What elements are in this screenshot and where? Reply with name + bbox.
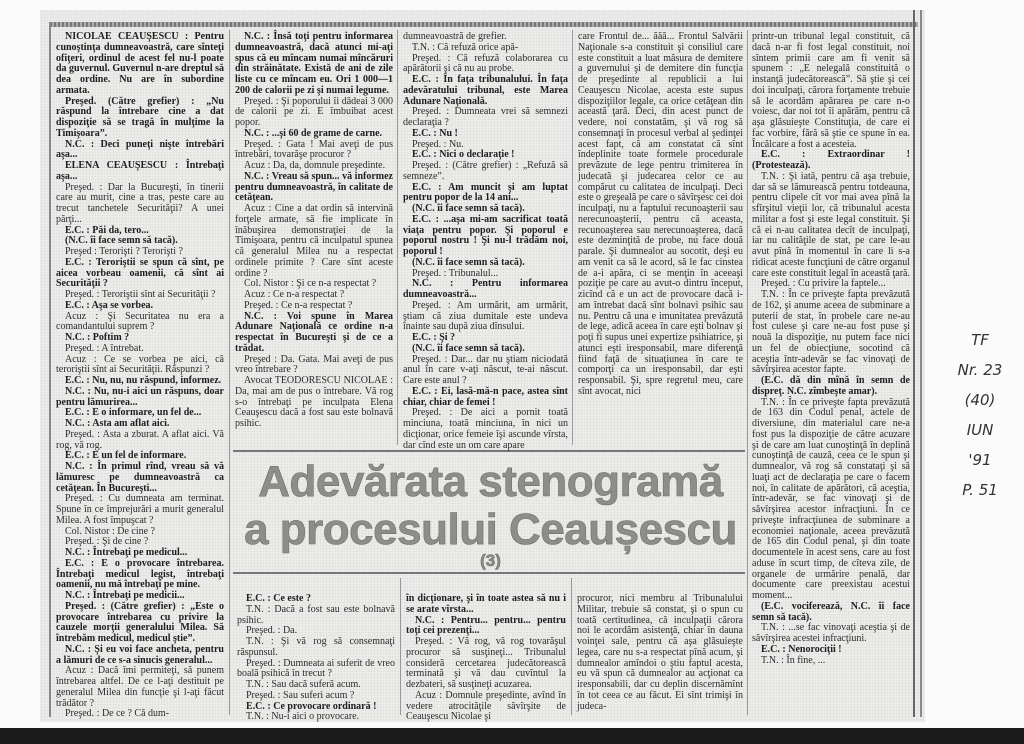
transcript-paragraph: ELENA CEAUŞESCU : Întrebaţi aşa... bbox=[56, 160, 224, 182]
transcript-paragraph: T.N. : Dacă a fost sau este bolnavă psihic. bbox=[237, 603, 395, 626]
handwritten-line: '91 bbox=[968, 451, 992, 469]
article-column-2 bbox=[235, 32, 393, 442]
transcript-paragraph: Preşed. : Dumneata ai suferit de vreo boală psihică în trecut ? bbox=[237, 657, 395, 680]
transcript-paragraph: în dicţionare, şi în toate astea să nu i se arate vîrsta... bbox=[406, 593, 566, 615]
transcript-paragraph: Preşed. : De ce ? Că dum- bbox=[65, 708, 170, 720]
transcript-paragraph: E.C. : În faţa tribunalului. În faţa adevăratului tribunal, este Marea Adunare Naţională. bbox=[403, 74, 568, 107]
left-border-rule bbox=[49, 22, 51, 717]
column-divider bbox=[571, 578, 572, 715]
transcript-paragraph: Preşed. : Ce n-a respectat ? bbox=[244, 299, 353, 311]
transcript-paragraph: N.C. : Poftim ? bbox=[65, 332, 130, 343]
transcript-paragraph: N.C. : Întrebaţi pe medicul... bbox=[65, 547, 188, 558]
transcript-paragraph: Avocat TEODORESCU NICOLAE : Da, mai am de pus o întrebare. Vă rog s-o întrebaţi pe inculpata Elena Ceauşescu dacă a fost sau este bolnavă psihic. bbox=[235, 375, 393, 429]
transcript-paragraph: T.N. : În ce priveşte fapta prevăzută de 162, şi anume aceea de subminare a puterii de stat, în probele care ne-au fost culese şi care ne-au fost puse şi nouă la dispoziţie, nu putem face nici un fel de obiecţiune, socotind că aceştia într-adevăr se fac vinovaţi de săvîrşirea acestor fapte. bbox=[752, 289, 910, 376]
transcript-paragraph: E.C. : Nenorociţii ! bbox=[761, 643, 842, 655]
transcript-paragraph: Preşed. : De aici a pornit toată minciuna, toată minciuna, în nici un dicţionar, orice femeie îşi ascunde vîrsta, dar cînd este un om care apare bbox=[403, 407, 568, 451]
transcript-paragraph: Preşed. : Şi poporului îi dădeai 3 000 de calorii pe zi. E îmbuibat acest popor. bbox=[235, 95, 393, 128]
transcript-paragraph: (N.C. îi face semn să tacă). bbox=[412, 203, 525, 214]
transcript-paragraph: E.C. : Nici o declaraţie ! bbox=[412, 149, 515, 161]
transcript-paragraph: N.C. : În primul rînd, vreau să vă lămuresc pe dumneavoastră ca cetăţean. În Bucureşti... bbox=[56, 461, 224, 494]
handwritten-line: P. 51 bbox=[962, 481, 998, 499]
transcript-paragraph: E.C. : E o informare, un fel de... bbox=[65, 407, 202, 419]
transcript-paragraph: N.C. : Nu, nu-i aici un răspuns, doar pentru lămurirea... bbox=[56, 385, 224, 408]
handwritten-line: Nr. 23 bbox=[957, 361, 1003, 379]
column-divider bbox=[229, 30, 230, 715]
transcript-paragraph: T.N. : ...se fac vinovaţi aceştia şi de săvîrşirea acestei infracţiuni. bbox=[752, 622, 910, 644]
transcript-paragraph: T.N. : Sau dacă suferă acum. bbox=[246, 679, 361, 690]
transcript-paragraph: T.N. : Nu-i aici o provocare. bbox=[246, 711, 360, 723]
transcript-paragraph: N.C. : Pentru informarea dumneavoastră... bbox=[403, 278, 568, 300]
right-border-rule bbox=[913, 10, 922, 717]
transcript-paragraph: Acuz : Da, da, domnule preşedinte. bbox=[244, 160, 386, 171]
transcript-paragraph: N.C. : Vreau să spun... vă informez pentru dumneavoastră, în calitate de cetăţean. bbox=[235, 170, 393, 204]
transcript-paragraph: Preşed : Da. Gata. Mai aveţi de pus vreo întrebare ? bbox=[235, 353, 393, 376]
article-column-bottom-3 bbox=[577, 594, 743, 715]
column-divider bbox=[397, 30, 398, 445]
transcript-paragraph: (E.C. vociferează, N.C. îi face semn să tacă). bbox=[752, 600, 910, 623]
transcript-paragraph: printr-un tribunal legal constituit, că dacă n-ar fi fost legal constituit, noi sîntem primii care am fi venit să spunem : „E nelegală constituită o instanţă judecătorească”. Să ştie şi cei doi inculpaţi, cărora forţamente trebuie să le acordăm apărarea pe care n-o voiesc, dar noi tot îi apărăm, pentru că aşa glăsuieşte Constituţia, de care ei fac vorbire, fără să ştie ce spune în ea. Încălcare a fost a acesteia. bbox=[752, 31, 910, 150]
transcript-paragraph: Preşed. : Dar la Bucureşti, în tinerii care au murit, cine a tras, peste care au trecut tanchetele Securităţii? A unei părţi... bbox=[56, 181, 224, 225]
transcript-paragraph: dumneavoastră de grefier. bbox=[403, 31, 507, 42]
transcript-paragraph: T.N. : Şi iată, pentru că aşa trebuie, dar să se lămurească pentru totdeauna, pentru clipele cît vor mai avea pînă la sfîrşitul vieţii lor, că tribunalul acesta militar a fost şi este legal constituit. Şi că ei n-au calitatea decît de inculpaţi, iar nu calităţile de stat, pe care le-au avut pînă în momentul în care li s-a ridicat aceste funcţiuni de către organul care este constituit legal în această ţară. bbox=[752, 170, 910, 279]
transcript-paragraph: Preşed. : Cu privire la faptele... bbox=[761, 278, 886, 290]
transcript-paragraph: N.C. : Asta am aflat aici. bbox=[65, 418, 170, 429]
transcript-paragraph: Preşed. : Sau suferi acum ? bbox=[246, 689, 355, 701]
transcript-paragraph: N.C. : Şi eu voi face ancheta, pentru a lămuri de ce s-a sinucis generalul... bbox=[56, 643, 224, 666]
transcript-paragraph: Preşed. (Către grefier) : „Nu răspund la întrebare cine a dat dispoziţie să se tragă în mulţime la Timişoara”. bbox=[56, 95, 224, 139]
transcript-paragraph: care Frontul de... ăăă... Frontul Salvării Naţionale s-a constituit şi consiliul care este constituit a luat măsura de demitere a guvernului şi de demitere din funcţia de preşedinte al republicii a lui Ceauşescu Nicolae, acesta este supus dispoziţiilor legale, ca orice cetăţean din această ţară. Deci, din acest punct de vedere, noi constatăm, şi vă rog să consemnaţi în procesul verbal al şedinţei acest fapt, că am constatat că sînt îndeplinite toate formele procedurale prevăzute de lege pentru trimiterea în judecată şi judecarea celor ce au compărut cu calitatea de inculpaţi. Deci este o greşeală pe care o săvîrşesc cei doi inculpaţi, nu a faptului recunoaşterii sau nerecunoaşterii, pentru că aceasta, recunoaşterea sau nerecunoaşterea, dacă este dezminţită de probe, nu face două parale. Şi dumnealor au socotit, deşi eu am venit ca să le acord, să le fac cinstea de a-i apăra, ci se menţin în aceeaşi poziţie pe care au avut-o dintru început, zicînd că e un act de provocare dacă i-am întrebat dacă sînt bolnavi psihic sau nu. Pentru că una e imunitatea prevăzută de lege, adică aceea în care eşti bolnav şi poţi fi supus unei expertize psihiatrice, şi atunci eşti iresponsabil, mare diferenţă fiind faţă de situaţiunea în care te comporţi ca un iresponsabil, dar eşti responsabil. Şi, spre regretul meu, care sînt avocat, nici bbox=[578, 31, 743, 397]
transcript-paragraph: Col. Nistor : De cine ? bbox=[65, 525, 155, 537]
transcript-paragraph: Preşed. : Asta a zburat. A aflat aici. Vă rog, vă rog. bbox=[56, 428, 224, 451]
transcript-paragraph: Preşed. : Cu dumneata am terminat. Spune în ce împrejurări a murit generalul Milea. A fost împuşcat ? bbox=[56, 493, 224, 526]
transcript-paragraph: Preşed : Terorişti ? Terorişti ? bbox=[65, 246, 183, 257]
transcript-paragraph: Preşed. : Dar... dar nu ştiam niciodată anul în care v-aţi născut, te-ai născut. Care este anul ? bbox=[403, 353, 568, 386]
transcript-paragraph: E.C. : Şi ? bbox=[412, 332, 456, 343]
transcript-paragraph: (E.C. dă din mînă în semn de dispreţ. N.C. zîmbeşte amar). bbox=[752, 375, 910, 397]
transcript-paragraph: E.C. : Extraordinar ! (Protestează). bbox=[752, 149, 910, 171]
article-column-1 bbox=[56, 31, 224, 720]
transcript-paragraph: N.C. : Pentru... pentru... pentru toţi cei prezenţi... bbox=[406, 614, 566, 637]
transcript-paragraph: NICOLAE CEAUŞESCU : Pentru cunoştinţa dumneavoastră, care sînteţi ofiţeri, ordinul de acest fel nu-l poate da guvernul. Guvernul n-are dreptul să dea ordine. Nu are în subordine armata. bbox=[56, 31, 224, 96]
transcript-paragraph: Acuz : Ce se vorbea pe aici, că teroriştii sînt ai Securităţii. Răspunzi ? bbox=[56, 353, 224, 376]
transcript-paragraph: E.C. : Nu ! bbox=[412, 127, 458, 139]
article-column-4 bbox=[578, 32, 743, 444]
transcript-paragraph: Preşed. : Vă rog, vă rog tovarăşul procuror să susţineţi... Tribunalul consideră cercetarea judecătorească terminată şi vă dau cuvîntul la dezbateri, să susţineţi acuzarea. bbox=[406, 636, 566, 690]
transcript-paragraph: (N.C. îi face semn să tacă). bbox=[412, 342, 525, 354]
column-divider bbox=[400, 578, 401, 715]
transcript-paragraph: E.C. : Aşa se vorbea. bbox=[65, 299, 154, 311]
transcript-paragraph: (N.C. îi face semn să tacă). bbox=[65, 235, 178, 247]
scanner-edge bbox=[0, 728, 1024, 744]
transcript-paragraph: Preşed. : A întrebat. bbox=[65, 342, 144, 354]
transcript-paragraph: T.N. : În ce priveşte fapta prevăzută de 163 din Codul penal, actele de diversiune, din materialul care ne-a fost pus la dispoziţie de către acuzare şi de care am luat cunoştinţă în deplină cunoştinţă de cauză, ceea ce le spun şi dumnealor, vă rog să constataţi şi să luaţi act de declaraţia pe care o facem noi, în calitate de apărători, că aceştia, într-adevăr, se fac vinovaţi şi de săvîrşirea acestor infracţiuni. În ce priveşte infracţiunea de subminare a economiei naţionale, aceea prevăzută de 165 din Codul penal, şi din toate documentele în acest sens, care au fost aduse în scurt timp, de cîteva zile, de organele de urmărire penală, dar documente care preexistau acestui moment... bbox=[752, 396, 910, 601]
transcript-paragraph: Preşed. : Da. bbox=[246, 625, 298, 637]
transcript-paragraph: Col. Nistor : Şi ce n-a respectat ? bbox=[244, 278, 377, 290]
transcript-paragraph: procuror, nici membru al Tribunalului Militar, trebuie să constat, şi o spun cu toată certitudinea, că inculpaţii cărora noi le acordăm asistenţă, chiar în dauna voinţei sale, pentru că aşa glăsuieşte legea, care nu s-a respectat pînă acum, şi dumnealor amîndoi o ştiu faptul acesta, eu vă spun că dumnealor au acţionat ca iresponsabili, dar cu deplin discernămînt în tot ceea ce au făcut. Ei sînt trimişi în judeca- bbox=[577, 593, 743, 712]
transcript-paragraph: N.C. : ...şi 60 de grame de carne. bbox=[244, 127, 383, 139]
handwritten-archive-note bbox=[940, 325, 1020, 505]
transcript-paragraph: E.C. : ...aşa mi-am sacrificat toată viaţa pentru popor. Şi poporul e poporul nostru ! Şi nu-l trădăm noi, poporul ! bbox=[403, 213, 568, 257]
transcript-paragraph: T.N. : În fine, ... bbox=[761, 654, 826, 666]
transcript-paragraph: E.C. : Ce provocare ordinară ! bbox=[246, 700, 377, 712]
transcript-paragraph: Acuz : Domnule preşedinte, avînd în vedere atrocităţile săvîrşite de Ceauşescu Nicolae şi bbox=[406, 689, 566, 723]
article-column-5 bbox=[752, 32, 910, 715]
transcript-paragraph: E.C. : Ce este ? bbox=[246, 593, 311, 604]
transcript-paragraph: T.N. : Că refuză orice apă- bbox=[412, 41, 519, 53]
transcript-paragraph: N.C. : Întrebaţi pe medicii... bbox=[65, 590, 185, 601]
article-headline bbox=[238, 458, 743, 570]
article-column-bottom-2 bbox=[406, 593, 566, 723]
transcript-paragraph: (N.C. îi face semn să tacă). bbox=[412, 256, 525, 268]
transcript-paragraph: E.C. : E un fel de informare. bbox=[65, 450, 187, 462]
handwritten-line: (40) bbox=[964, 391, 996, 409]
handwritten-line: TF bbox=[971, 331, 989, 349]
headline-line-2: a procesului Ceaușescu bbox=[244, 505, 737, 554]
transcript-paragraph: Acuz : Cine a dat ordin să intervină forţele armate, să fie implicate în înăbuşirea demonstraţiei de la Timişoara, pentru că inculpatul spunea că generalul Milea nu a respectat ordinele primite ? Care sînt aceste ordine ? bbox=[235, 203, 393, 279]
transcript-paragraph: Preşed. : Că refuză colaborarea cu apărătorii şi că nu au probe. bbox=[403, 52, 568, 75]
transcript-paragraph: E.C. : Am muncit şi am luptat pentru popor de la 14 ani... bbox=[403, 181, 568, 204]
transcript-paragraph: E.C. : Ei, lasă-mă-n pace, astea sînt chiar, chiar de femei ! bbox=[403, 385, 568, 408]
transcript-paragraph: Acuz : Dacă îmi permiteţi, să punem întrebarea altfel. De ce l-aţi destituit pe generalul Milea din funcţie şi l-aţi făcut trădător ? bbox=[56, 665, 224, 709]
transcript-paragraph: Preşed. : Dumneata vrei să semnezi declaraţia ? bbox=[403, 106, 568, 128]
column-divider bbox=[747, 30, 748, 715]
headline-part-number: (3) bbox=[480, 551, 501, 570]
top-border-rule bbox=[50, 22, 918, 27]
headline-line-1: Adevărata stenogramă bbox=[258, 457, 723, 506]
transcript-paragraph: Acuz : Ce n-a respectat ? bbox=[244, 289, 345, 300]
transcript-paragraph: Preşed. : Gata ! Mai aveţi de pus întrebări, tovarăşe procuror ? bbox=[235, 138, 393, 161]
transcript-paragraph: Preşed. : Teroriştii sînt ai Securităţii ? bbox=[65, 289, 216, 300]
transcript-paragraph: Preşed. : Nu. bbox=[412, 138, 464, 150]
headline-bottom-rule bbox=[233, 572, 745, 574]
article-column-3 bbox=[403, 31, 568, 451]
transcript-paragraph: N.C. : Deci puneţi nişte întrebări aşa... bbox=[56, 138, 224, 161]
transcript-paragraph: T.N. : Şi vă rog să consemnaţi răspunsul. bbox=[237, 636, 395, 658]
transcript-paragraph: E.C. : Teroriştii se spun că sînt, pe aicea vorbeau oamenii, că sînt ai Securităţii ? bbox=[56, 256, 224, 290]
column-divider bbox=[572, 30, 573, 445]
transcript-paragraph: Preşed. : (Către grefier) : „Refuză să semneze”. bbox=[403, 160, 568, 182]
transcript-paragraph: E.C. : E o provocare întrebarea. Întrebaţi medicul legist, întrebaţi oamenii, nu mă întrebaţi pe mine. bbox=[56, 557, 224, 591]
transcript-paragraph: Acuz : Şi Securitatea nu era a comandantului suprem ? bbox=[56, 310, 224, 333]
transcript-paragraph: Preşed. : Tribunalul... bbox=[412, 267, 499, 279]
transcript-paragraph: Preşed. : Am urmărit, am urmărit, ştiam că ziua dumitale este undeva înainte sau după ziua dînsului. bbox=[403, 299, 568, 333]
transcript-paragraph: E.C. : Nu, nu, nu răspund, informez. bbox=[65, 375, 222, 386]
transcript-paragraph: N.C. : Însă toţi pentru informarea dumneavoastră, dacă atunci mi-aţi spus că eu mîncam numai mîncăruri din străinătate. Există de ani de zile liste cu ce mîncam eu. Ori 1 000—1 200 de calorii pe zi şi numai legume. bbox=[235, 31, 393, 96]
transcript-paragraph: E.C. : Păi da, tero... bbox=[65, 224, 149, 236]
transcript-paragraph: Preşed. : (Către grefier) : „Este o provocare întrebarea cu privire la cauzele morţii generalului Milea. Să întrebăm medicul, medicul ştie”. bbox=[56, 600, 224, 644]
handwritten-line: IUN bbox=[966, 421, 994, 439]
transcript-paragraph: Preşed. : Şi de cine ? bbox=[65, 536, 149, 548]
article-column-bottom-1 bbox=[237, 593, 395, 723]
transcript-paragraph: N.C. : Voi spune în Marea Adunare Naţională ce ordine n-a respectat în Bucureşti şi de ce a trădat. bbox=[235, 310, 393, 354]
